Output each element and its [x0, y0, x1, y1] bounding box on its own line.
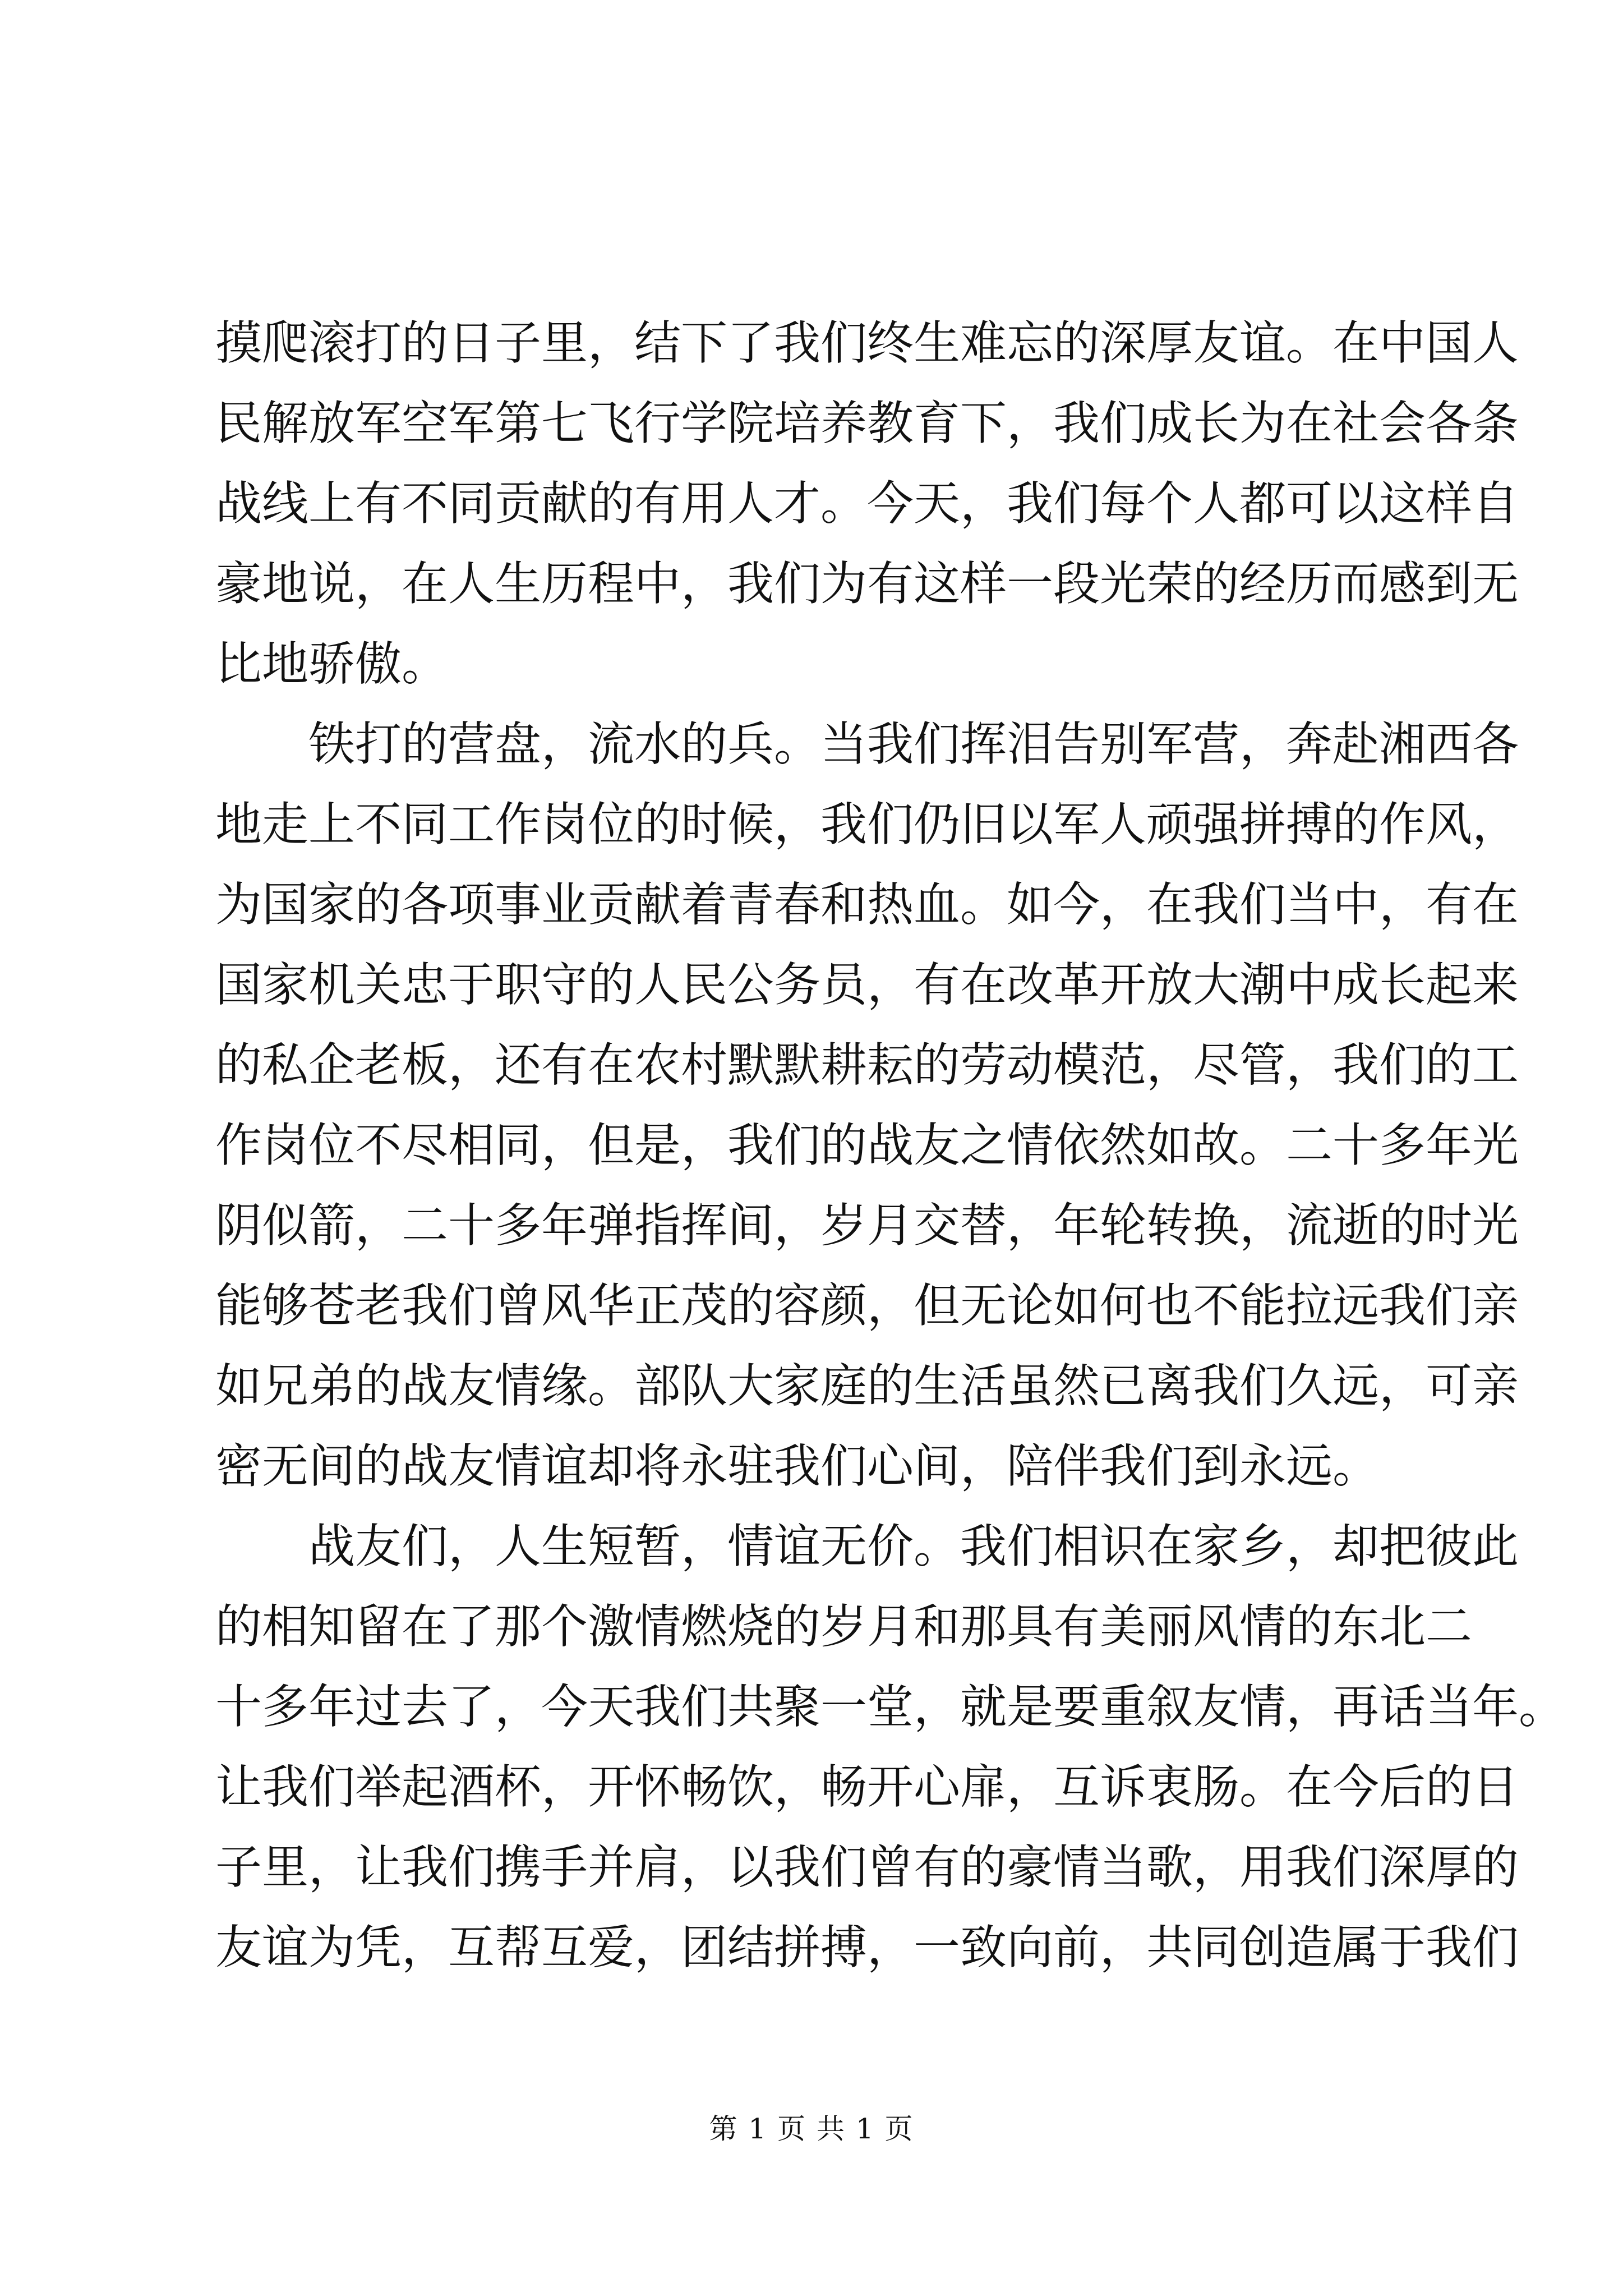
text-line: 的私企老板，还有在农村默默耕耘的劳动模范，尽管，我们的工	[215, 1038, 1519, 1092]
text-line: 摸爬滚打的日子里，结下了我们终生难忘的深厚友谊。在中国人	[215, 316, 1519, 370]
text-line: 阴似箭，二十多年弹指挥间，岁月交替，年轮转换，流逝的时光	[215, 1198, 1519, 1253]
text-line: 战友们，人生短暂，情谊无价。我们相识在家乡，却把彼此	[215, 1519, 1519, 1573]
body-text	[215, 303, 1565, 1987]
text-line: 为国家的各项事业贡献着青春和热血。如今，在我们当中，有在	[215, 877, 1519, 932]
text-line: 能够苍老我们曾风华正茂的容颜，但无论如何也不能拉远我们亲	[215, 1278, 1519, 1333]
page-number-label: 第 1 页 共 1 页	[709, 2113, 914, 2145]
text-line: 子里，让我们携手并肩，以我们曾有的豪情当歌，用我们深厚的	[215, 1840, 1519, 1894]
text-line: 作岗位不尽相同，但是，我们的战友之情依然如故。二十多年光	[215, 1118, 1519, 1172]
text-line: 豪地说，在人生历程中，我们为有这样一段光荣的经历而感到无	[215, 556, 1519, 611]
text-line: 国家机关忠于职守的人民公务员，有在改革开放大潮中成长起来	[215, 958, 1519, 1012]
text-line: 民解放军空军第七飞行学院培养教育下，我们成长为在社会各条	[215, 396, 1519, 450]
text-line: 让我们举起酒杯，开怀畅饮，畅开心扉，互诉衷肠。在今后的日	[215, 1760, 1519, 1814]
text-line: 的相知留在了那个激情燃烧的岁月和那具有美丽风情的东北二	[215, 1599, 1472, 1654]
text-line: 比地骄傲。	[215, 637, 448, 691]
text-line: 地走上不同工作岗位的时候，我们仍旧以军人顽强拼搏的作风，	[215, 797, 1519, 852]
text-line: 十多年过去了，今天我们共聚一堂，就是要重叙友情，再话当年。	[215, 1680, 1565, 1734]
text-line: 战线上有不同贡献的有用人才。今天，我们每个人都可以这样自	[215, 476, 1519, 531]
text-line: 密无间的战友情谊却将永驻我们心间，陪伴我们到永远。	[215, 1439, 1379, 1493]
text-line: 友谊为凭，互帮互爱，团结拼搏，一致向前，共同创造属于我们	[215, 1920, 1519, 1975]
text-line: 铁打的营盘，流水的兵。当我们挥泪告别军营，奔赴湘西各	[215, 717, 1519, 771]
text-line: 如兄弟的战友情缘。部队大家庭的生活虽然已离我们久远，可亲	[215, 1359, 1519, 1413]
page-footer	[0, 2106, 1623, 2147]
